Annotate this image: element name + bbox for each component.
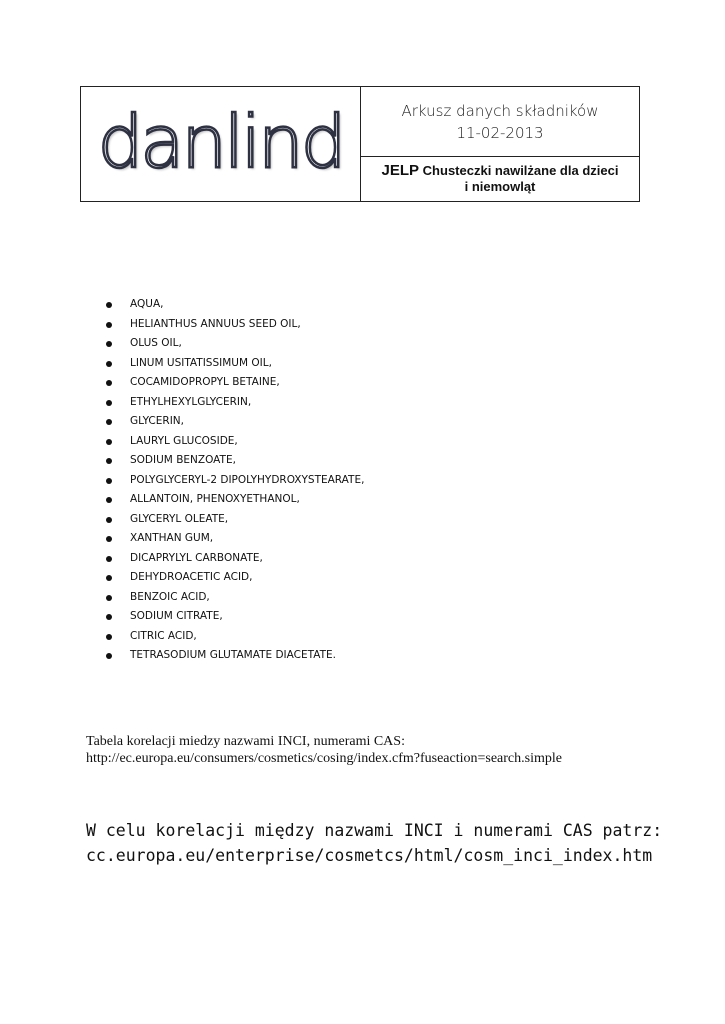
ingredient-item [106, 607, 364, 627]
inci-note-text: W celu korelacji między nazwami INCI i numerami CAS patrz: [86, 821, 663, 840]
ingredient-name: COCAMIDOPROPYL BETAINE, [130, 376, 280, 388]
ingredient-name: LAURYL GLUCOSIDE, [130, 434, 238, 447]
header-table [80, 86, 640, 202]
bullet-icon [106, 634, 112, 640]
ingredient-item [106, 451, 364, 471]
cas-correlation-note [86, 733, 562, 767]
ingredient-name: XANTHAN GUM, [130, 532, 214, 544]
ingredient-name: GLYCERYL OLEATE, [130, 512, 229, 525]
sheet-title-block [361, 87, 639, 157]
ingredient-item [106, 490, 364, 510]
ingredient-name: SODIUM CITRATE, [130, 610, 223, 622]
ingredient-item [106, 646, 364, 666]
ingredient-item [106, 315, 364, 335]
bullet-icon [106, 478, 112, 484]
bullet-icon [106, 322, 112, 328]
ingredient-item [106, 432, 364, 452]
header-info-cell [361, 87, 639, 201]
ingredient-item [106, 354, 364, 374]
product-brand: JELP [381, 162, 420, 179]
bullet-icon [106, 380, 112, 386]
ingredient-name: DEHYDROACETIC ACID, [130, 571, 253, 583]
ingredient-item [106, 549, 364, 569]
cas-note-url: http://ec.europa.eu/consumers/cosmetics/cosing/index.cfm?fuseaction=search.simple [86, 751, 562, 766]
bullet-icon [106, 614, 112, 620]
ingredient-item [106, 393, 364, 413]
bullet-icon [106, 341, 112, 347]
ingredient-item [106, 334, 364, 354]
ingredient-name: BENZOIC ACID, [130, 590, 210, 603]
ingredient-item [106, 510, 364, 530]
danlind-logo: danlind [97, 100, 344, 184]
bullet-icon [106, 302, 112, 308]
ingredient-name: HELIANTHUS ANNUUS SEED OIL, [130, 317, 301, 330]
ingredient-name: ETHYLHEXYLGLYCERIN, [130, 395, 252, 408]
ingredient-name: POLYGLYCERYL-2 DIPOLYHYDROXYSTEARATE, [130, 473, 365, 486]
ingredient-name: GLYCERIN, [130, 415, 184, 427]
bullet-icon [106, 556, 112, 562]
ingredient-item [106, 412, 364, 432]
ingredient-name: DICAPRYLYL CARBONATE, [130, 551, 263, 564]
product-name-line1: Chusteczki nawilżane dla dzieci [422, 163, 619, 178]
ingredient-name: AQUA, [130, 298, 164, 310]
ingredient-name: OLUS OIL, [130, 337, 182, 349]
sheet-title: Arkusz danych składników [401, 101, 599, 120]
cas-note-text: Tabela korelacji miedzy nazwami INCI, numerami CAS: [86, 734, 405, 749]
ingredient-item [106, 471, 364, 491]
bullet-icon [106, 595, 112, 601]
ingredient-item [106, 295, 364, 315]
inci-note-url: cc.europa.eu/enterprise/cosmetcs/html/cosm_inci_index.htm [86, 846, 653, 865]
logo-cell [81, 87, 361, 201]
ingredient-name: TETRASODIUM GLUTAMATE DIACETATE. [130, 649, 336, 661]
bullet-icon [106, 400, 112, 406]
product-name-line2: i niemowląt [464, 179, 536, 194]
ingredient-name: CITRIC ACID, [130, 629, 197, 642]
ingredient-list [106, 295, 364, 666]
sheet-date: 11-02-2013 [456, 123, 544, 142]
ingredient-item [106, 627, 364, 647]
ingredient-name: LINUM USITATISSIMUM OIL, [130, 356, 272, 369]
bullet-icon [106, 361, 112, 367]
product-block [361, 157, 639, 201]
ingredient-name: ALLANTOIN, PHENOXYETHANOL, [130, 493, 300, 505]
ingredient-name: SODIUM BENZOATE, [130, 454, 236, 466]
bullet-icon [106, 575, 112, 581]
ingredient-item [106, 588, 364, 608]
ingredient-item [106, 373, 364, 393]
inci-cas-note [86, 818, 662, 868]
bullet-icon [106, 653, 112, 659]
bullet-icon [106, 458, 112, 464]
ingredient-item [106, 568, 364, 588]
bullet-icon [106, 419, 112, 425]
bullet-icon [106, 517, 112, 523]
bullet-icon [106, 439, 112, 445]
bullet-icon [106, 497, 112, 503]
bullet-icon [106, 536, 112, 542]
ingredient-item [106, 529, 364, 549]
